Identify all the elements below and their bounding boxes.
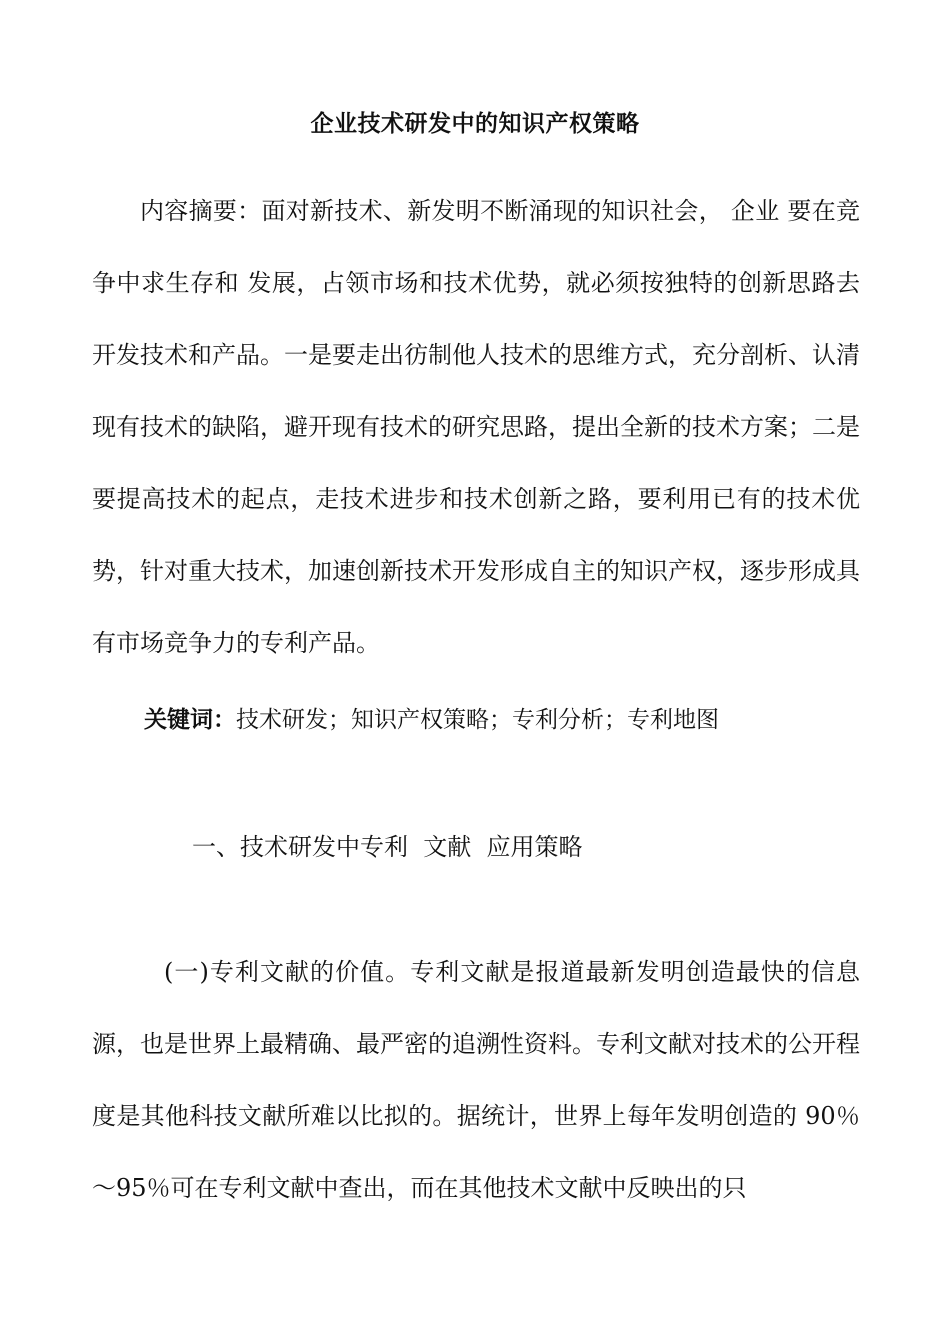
abstract-paragraph: 内容摘要：面对新技术、新发明不断涌现的知识社会， 企业 要在竞争中求生存和 发展，占领市场和技术优势，就必须按独特的创新思路去开发技术和产品。一是要走出彷制他人技术的思维方式，充分剖析、认清现有技术的缺陷，避开现有技术的研究思路，提出全新的技术方案；二是要提高技术的起点，走技术进步和技术创新之路，要利用已有的技术优势，针对重大技术，加速创新技术开发形成自主的知识产权，逐步形成具有市场竞争力的专利产品。	[92, 197, 860, 657]
keywords-label: 关键词：	[144, 707, 236, 733]
keywords-text: 技术研发；知识产权策略；专利分析；专利地图	[236, 707, 719, 733]
keywords-line	[144, 700, 719, 740]
section-body-paragraph: (一)专利文献的价值。专利文献是报道最新发明创造最快的信息源，也是世界上最精确、最严密的追溯性资料。专利文献对技术的公开程度是其他科技文献所难以比拟的。据统计，世界上每年发明创造的 90％～95％可在专利文献中查出，而在其他技术文献中反映出的只	[92, 958, 860, 1202]
document-title: 企业技术研发中的知识产权策略	[310, 110, 640, 137]
section-heading: 一、技术研发中专利 文献 应用策略	[192, 833, 583, 861]
